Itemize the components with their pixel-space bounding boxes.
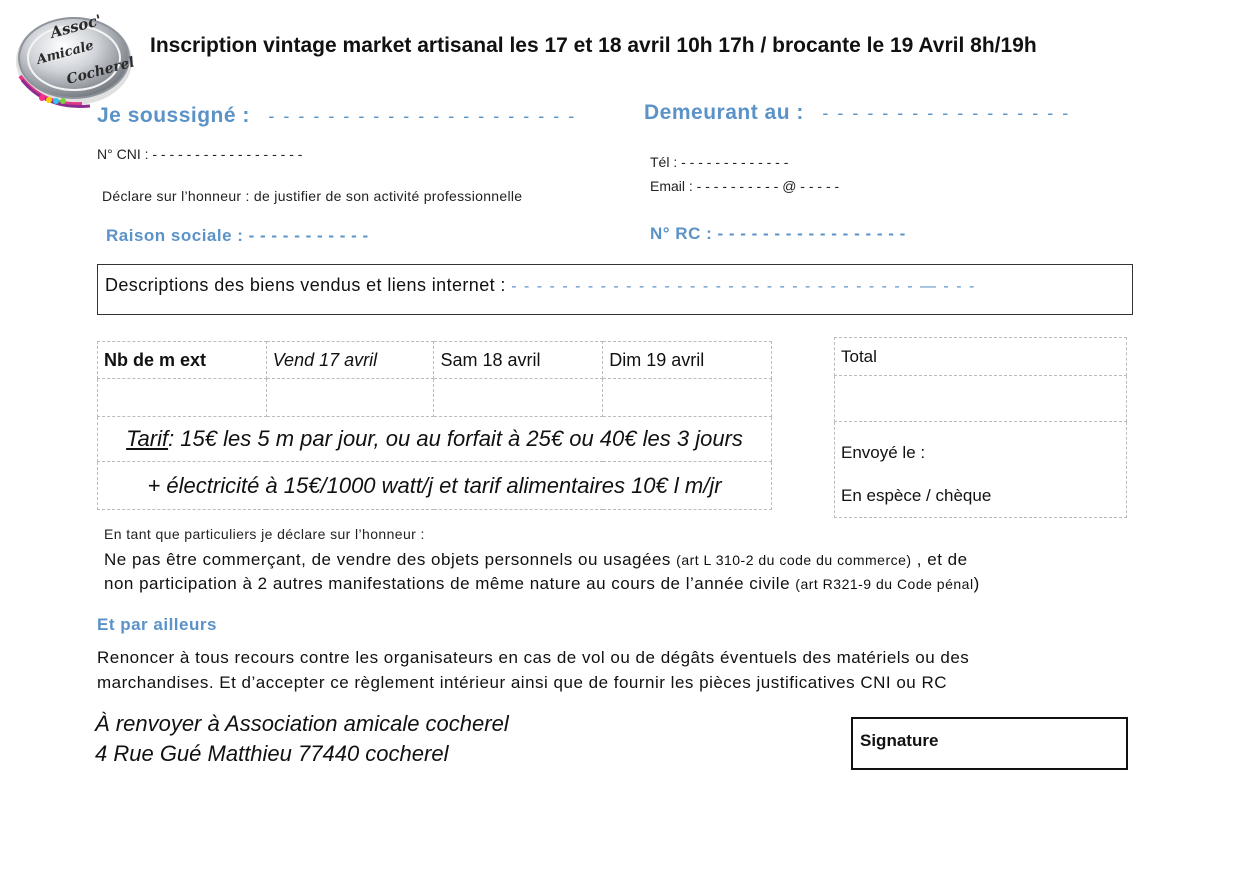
soussigne-label: Je soussigné : (97, 104, 250, 127)
soussigne-line (97, 104, 576, 128)
particuliers-intro: En tant que particuliers je déclare sur l’honneur : (104, 526, 425, 542)
ailleurs-line1: Renoncer à tous recours contre les organisateurs en cas de vol ou de dégâts éventuels des matériels ou des (97, 648, 970, 667)
header-nb-metres: Nb de m ext (98, 342, 267, 379)
cni-field[interactable]: N° CNI : - - - - - - - - - - - - - - - - - - (97, 146, 303, 162)
tel-field[interactable]: Tél : - - - - - - - - - - - - - (650, 154, 789, 170)
description-line (105, 275, 976, 296)
raison-sociale-field[interactable]: Raison sociale : - - - - - - - - - - - (106, 226, 369, 245)
electricite-row: + électricité à 15€/1000 watt/j et tarif alimentaires 10€ l m/jr (98, 462, 772, 510)
input-vendredi[interactable] (266, 379, 434, 417)
particuliers-line2 (104, 571, 980, 597)
tarif-word: Tarif (126, 426, 169, 451)
tarif-row (98, 417, 772, 462)
input-dimanche[interactable] (603, 379, 772, 417)
envoye-label: Envoyé le : (841, 443, 926, 462)
header-vendredi: Vend 17 avril (266, 342, 434, 379)
particuliers-line1-main: Ne pas être commerçant, de vendre des objets personnels ou usagées (104, 550, 677, 569)
demeurant-line (644, 101, 1070, 125)
particuliers-line2-ref: (art R321-9 du Code pénal (795, 576, 974, 592)
header-dimanche: Dim 19 avril (603, 342, 772, 379)
particuliers-line1-ref: (art L 310-2 du code du commerce) (676, 552, 912, 568)
ailleurs-heading: Et par ailleurs (97, 615, 217, 634)
address-line2: 4 Rue Gué Matthieu 77440 cocherel (95, 741, 449, 766)
soussigne-field[interactable]: - - - - - - - - - - - - - - - - - - - - - (268, 106, 577, 126)
email-field[interactable]: Email : - - - - - - - - - - @ - - - - - (650, 178, 840, 194)
logo-text-line1: Assoc' (48, 10, 104, 42)
tarif-text: : 15€ les 5 m par jour, ou au forfait à 25€ ou 40€ les 3 jours (168, 426, 743, 451)
total-label: Total (835, 338, 1127, 376)
total-input[interactable] (835, 376, 1127, 422)
honneur-declaration: Déclare sur l’honneur : de justifier de son activité professionnelle (102, 188, 523, 204)
rc-field[interactable]: N° RC : - - - - - - - - - - - - - - - - - (650, 224, 906, 243)
logo-text-line3: Cocherel (64, 54, 136, 88)
total-table (834, 337, 1127, 518)
particuliers-line1 (104, 547, 968, 573)
header-samedi: Sam 18 avril (434, 342, 603, 379)
signature-box[interactable] (851, 717, 1128, 770)
particuliers-line1-end: , et de (911, 550, 968, 569)
particuliers-line2-main: non participation à 2 autres manifestations de même nature au cours de l’année civile (104, 574, 796, 593)
description-label: Descriptions des biens vendus et liens internet : (105, 275, 512, 295)
days-table (97, 341, 772, 510)
description-box[interactable] (97, 264, 1133, 315)
particuliers-line2-end: ) (973, 574, 980, 593)
demeurant-field[interactable]: - - - - - - - - - - - - - - - - - (822, 103, 1071, 123)
ailleurs-line2: marchandises. Et d’accepter ce règlement intérieur ainsi que de fournir les pièces justificatives CNI ou RC (97, 673, 948, 692)
demeurant-label: Demeurant au : (644, 101, 804, 124)
payment-cell (835, 422, 1127, 518)
description-dashes[interactable]: - - - - - - - - - - - - - - - - - - - - - - - - - - - - - - - - — - - - (511, 278, 976, 295)
input-nb-metres[interactable] (98, 379, 267, 417)
signature-label: Signature (860, 731, 939, 750)
input-samedi[interactable] (434, 379, 603, 417)
paiement-label: En espèce / chèque (841, 486, 992, 505)
address-line1: À renvoyer à Association amicale cocherel (95, 711, 509, 736)
logo-text-line2: Amicale (35, 38, 96, 68)
association-logo (12, 6, 136, 112)
document-title: Inscription vintage market artisanal les 17 et 18 avril 10h 17h / brocante le 19 Avril 8h/19h (150, 34, 1037, 57)
